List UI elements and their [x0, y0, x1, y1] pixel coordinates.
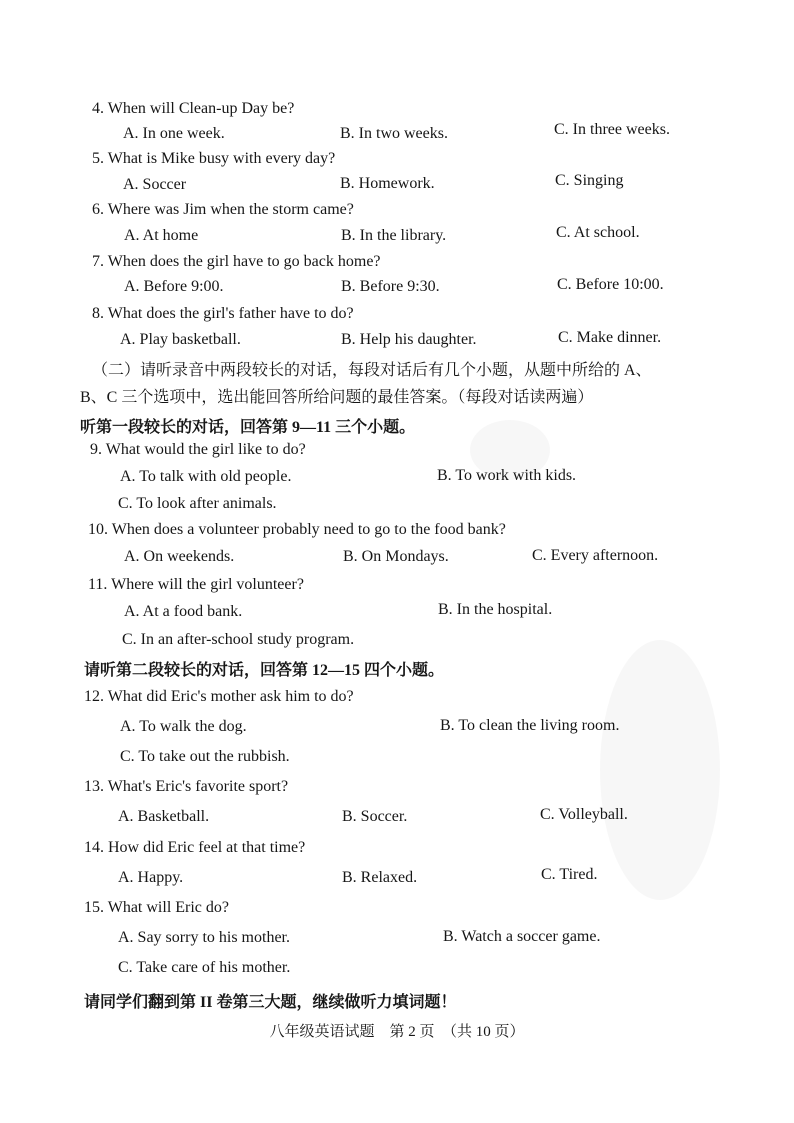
question-text: What did Eric's mother ask him to do?	[107, 688, 354, 705]
option-b: B. Watch a soccer game.	[443, 928, 601, 945]
option-a: A. At home	[124, 227, 199, 244]
question-text: When will Clean-up Day be?	[107, 100, 295, 117]
option-a: A. To walk the dog.	[120, 718, 247, 735]
question-text: How did Eric feel at that time?	[108, 839, 306, 856]
option-a: A. Play basketball.	[120, 331, 241, 348]
option-c: C. Take care of his mother.	[118, 959, 291, 976]
option-a: A. At a food bank.	[124, 603, 243, 620]
option-b: B. Homework.	[340, 175, 435, 192]
question-8	[92, 305, 354, 323]
question-number: 11.	[88, 576, 108, 593]
option-b: B. On Mondays.	[343, 548, 449, 565]
question-14	[84, 839, 305, 857]
question-4	[92, 100, 294, 118]
question-text: What does the girl's father have to do?	[107, 305, 354, 322]
option-a: A. Basketball.	[118, 808, 210, 825]
question-text: Where will the girl volunteer?	[111, 576, 304, 593]
option-c: C. Tired.	[541, 866, 598, 883]
option-c: C. Make dinner.	[558, 329, 662, 346]
option-b: B. To work with kids.	[437, 467, 577, 484]
option-b: B. Before 9:30.	[341, 278, 440, 295]
section-instruction-line2: B、C 三个选项中，选出能回答所给问题的最佳答案。（每段对话读两遍）	[80, 389, 594, 406]
question-text: Where was Jim when the storm came?	[107, 201, 354, 218]
option-c: C. At school.	[556, 224, 640, 241]
option-b: B. Help his daughter.	[341, 331, 477, 348]
scan-artifact	[470, 420, 550, 480]
option-b: B. In two weeks.	[340, 125, 448, 142]
question-13	[84, 778, 288, 796]
option-b: B. Soccer.	[342, 808, 408, 825]
question-number: 12.	[84, 688, 104, 705]
option-a: A. In one week.	[123, 125, 225, 142]
question-number: 7.	[92, 253, 104, 270]
question-7	[92, 253, 381, 271]
page-footer: 八年级英语试题 第 2 页 （共 10 页）	[269, 1024, 525, 1040]
question-text: When does a volunteer probably need to go to the food bank?	[111, 521, 506, 538]
option-a: A. Before 9:00.	[124, 278, 224, 295]
option-c: C. Every afternoon.	[532, 547, 659, 564]
option-b: B. To clean the living room.	[440, 717, 620, 734]
option-c: C. In three weeks.	[554, 121, 670, 138]
option-c: C. To take out the rubbish.	[120, 748, 290, 765]
question-number: 4.	[92, 100, 104, 117]
question-number: 15.	[84, 899, 104, 916]
question-number: 13.	[84, 778, 104, 795]
question-number: 8.	[92, 305, 104, 322]
dialog-1-heading: 听第一段较长的对话，回答第 9—11 三个小题。	[80, 419, 416, 436]
question-10	[88, 521, 506, 539]
question-text: What's Eric's favorite sport?	[107, 778, 289, 795]
question-number: 14.	[84, 839, 104, 856]
option-a: A. On weekends.	[124, 548, 235, 565]
question-text: When does the girl have to go back home?	[107, 253, 381, 270]
option-c: C. Volleyball.	[540, 806, 628, 823]
option-c: C. Before 10:00.	[557, 276, 664, 293]
option-a: A. Say sorry to his mother.	[118, 929, 290, 946]
question-6	[92, 201, 354, 219]
question-11	[88, 576, 304, 594]
question-5	[92, 150, 335, 168]
dialog-2-heading: 请听第二段较长的对话，回答第 12—15 四个小题。	[84, 662, 445, 679]
option-a: A. Soccer	[123, 176, 187, 193]
section-instruction-line1: （二）请听录音中两段较长的对话，每段对话后有几个小题，从题中所给的 A、	[92, 362, 652, 379]
closing-instruction: 请同学们翻到第 II 卷第三大题，继续做听力填词题！	[84, 994, 457, 1011]
question-12	[84, 688, 354, 706]
question-9	[90, 441, 306, 459]
option-c: C. Singing	[555, 172, 624, 189]
option-b: B. In the hospital.	[438, 601, 553, 618]
question-text: What will Eric do?	[107, 899, 230, 916]
question-15	[84, 899, 229, 917]
question-number: 6.	[92, 201, 104, 218]
question-number: 5.	[92, 150, 104, 167]
option-b: B. Relaxed.	[342, 869, 418, 886]
question-number: 9.	[90, 441, 102, 458]
option-a: A. Happy.	[118, 869, 184, 886]
option-b: B. In the library.	[341, 227, 447, 244]
question-text: What is Mike busy with every day?	[107, 150, 336, 167]
question-text: What would the girl like to do?	[105, 441, 306, 458]
option-c: C. In an after-school study program.	[122, 631, 355, 648]
scan-artifact	[600, 640, 720, 900]
question-number: 10.	[88, 521, 108, 538]
option-c: C. To look after animals.	[118, 495, 277, 512]
option-a: A. To talk with old people.	[120, 468, 292, 485]
